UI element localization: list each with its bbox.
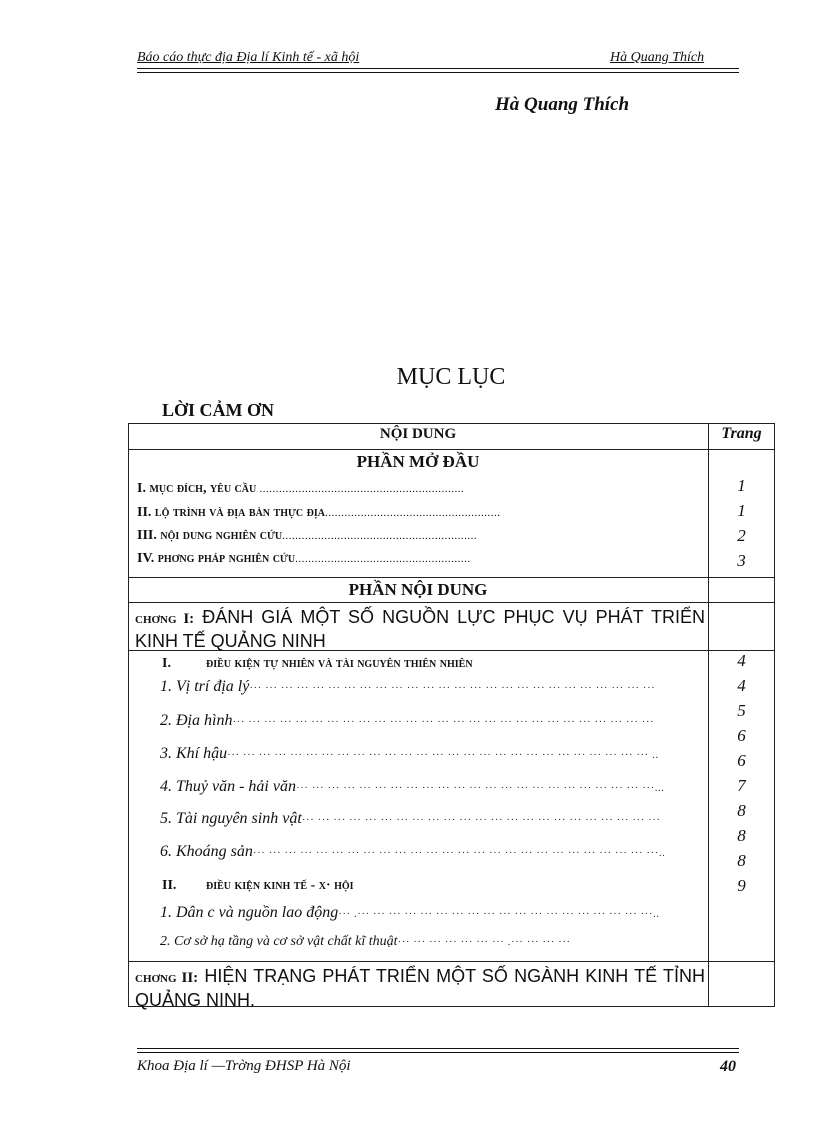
page-number: 8	[737, 826, 746, 845]
page-number: 6	[737, 751, 746, 770]
leader-dots: ··· ··· ··· ··· ··· ··· ··· ··· ··· ··· ··· ··· ··· ··· ··· ··· ··· ··· ··· ··· ··· ··· ··· ··· ··· ···..	[252, 847, 666, 859]
leader-dots: ··· ··· ··· ··· ··· ··· ··· ··· ··· ··· ··· ··· ··· ··· ··· ··· ··· ··· ··· ··· ··· ··· ··· ··· ··· ··· ··· ..	[227, 749, 659, 761]
chapter-prefix: chơng I:	[135, 611, 195, 627]
toc-item-label: 4. Thuỷ văn - hải văn	[160, 778, 296, 795]
toc-entry[interactable]	[137, 505, 500, 521]
header-rule	[137, 68, 739, 69]
subsection-label: điều kiện tự nhiên và tài nguyên thiên nhiên	[206, 656, 473, 671]
toc-item-label: 2. Địa hình	[160, 712, 233, 729]
subsection-label: điều kiện kinh tế - x· hội	[206, 878, 354, 893]
subsection-number: I.	[162, 656, 171, 671]
toc-entry-label: I. mục đích, yêu cầu	[137, 481, 257, 496]
page-number: 5	[737, 701, 746, 720]
running-header-author: Hà Quang Thích	[610, 50, 705, 65]
toc-item[interactable]	[160, 712, 654, 730]
toc-item[interactable]	[160, 678, 655, 696]
leader-dots: ··· .··· ··· ··· ··· ··· ··· ··· ··· ··· ··· ··· ··· ··· ··· ··· ··· ··· ··· ···..	[338, 908, 660, 920]
leader-dots: ............................................................	[282, 530, 478, 542]
subsection-heading[interactable]	[162, 878, 354, 894]
row-divider	[128, 602, 775, 603]
page-number: 6	[737, 726, 746, 745]
column-header-page: Trang	[721, 425, 762, 442]
toc-item[interactable]	[160, 904, 660, 922]
footer-rule-thin	[137, 1048, 739, 1049]
toc-item-label: 2. Cơ sở hạ tầng và cơ sở vật chất kĩ thuật	[160, 934, 398, 949]
header-rule-thin	[137, 72, 739, 73]
page-number: 1	[737, 476, 746, 495]
toc-entry-label: II. lộ trình và địa bàn thực địa	[137, 505, 325, 520]
toc-item[interactable]	[160, 778, 665, 796]
leader-dots: ··· ··· ··· ··· ··· ··· ··· ··· ··· ··· ··· ··· ··· ··· ··· ··· ··· ··· ··· ··· ··· ··· ··· ··· ··· ···	[249, 682, 656, 694]
toc-item[interactable]	[160, 745, 659, 763]
author-signature: Hà Quang Thích	[495, 94, 630, 115]
page-number: 1	[737, 501, 746, 520]
footer-rule	[137, 1052, 739, 1053]
running-header-title: Báo cáo thực địa Địa lí Kinh tế - xã hội	[137, 50, 360, 65]
row-divider	[128, 577, 775, 578]
subsection-number: II.	[162, 878, 177, 893]
leader-dots: ··· ··· ··· ··· ··· ··· ··· ··· ··· ··· ··· ··· ··· ··· ··· ··· ··· ··· ··· ··· ··· ··· ··· ··· ··· ··· ···	[232, 716, 655, 728]
leader-dots: ...............................................................	[256, 483, 465, 495]
toc-title: MỤC LỤC	[396, 364, 506, 390]
toc-item-label: 6. Khoáng sản	[160, 843, 253, 860]
toc-item[interactable]	[160, 934, 571, 950]
page-number: 7	[737, 776, 746, 795]
toc-item-label: 5. Tài nguyên sinh vật	[160, 810, 302, 827]
toc-entry-label: IV. phơng pháp nghiên cứu	[137, 551, 296, 566]
toc-entry[interactable]	[137, 528, 477, 544]
page-number: 4	[737, 676, 746, 695]
column-header-content: NỘI DUNG	[379, 426, 457, 442]
row-divider	[128, 449, 775, 450]
toc-entry[interactable]	[137, 481, 464, 497]
acknowledgements-heading: LỜI CẢM ƠN	[162, 400, 274, 420]
leader-dots: ··· ··· ··· ··· ··· ··· ··· .··· ··· ··· ···	[397, 936, 571, 948]
page-number: 8	[737, 801, 746, 820]
toc-item-label: 3. Khí hậu	[160, 745, 228, 762]
chapter-1-heading[interactable]	[135, 606, 705, 652]
page-number: 4	[737, 651, 746, 670]
leader-dots: ··· ··· ··· ··· ··· ··· ··· ··· ··· ··· ··· ··· ··· ··· ··· ··· ··· ··· ··· ··· ··· ··· ···	[301, 814, 661, 826]
toc-item[interactable]	[160, 843, 665, 861]
page-number: 9	[737, 876, 746, 895]
page-number: 8	[737, 851, 746, 870]
leader-dots: ......................................................	[324, 507, 501, 519]
toc-entry[interactable]	[137, 551, 471, 567]
subsection-heading[interactable]	[162, 656, 473, 672]
leader-dots: ··· ··· ··· ··· ··· ··· ··· ··· ··· ··· ··· ··· ··· ··· ··· ··· ··· ··· ··· ··· ··· ··· ···...	[295, 782, 665, 794]
toc-item-label: 1. Vị trí địa lý	[160, 678, 250, 695]
footer-institution: Khoa Địa lí —Trờng ĐHSP Hà Nội	[137, 1058, 351, 1074]
page-number: 3	[737, 551, 746, 570]
chapter-prefix: chơng II:	[135, 970, 199, 986]
toc-item[interactable]	[160, 810, 661, 828]
leader-dots: ......................................................	[295, 553, 471, 565]
row-divider	[128, 961, 775, 962]
body-section-title: PHẦN NỘI DUNG	[348, 580, 488, 599]
page-number: 2	[737, 526, 746, 545]
intro-section-title: PHẦN MỞ ĐẦU	[356, 452, 480, 471]
chapter-2-heading[interactable]	[135, 965, 705, 1011]
footer-page-number: 40	[720, 1058, 736, 1075]
chapter-title: ĐÁNH GIÁ MỘT SỐ NGUỒN LỰC PHỤC VỤ PHÁT TRIỂN KINH TẾ QUẢNG NINH	[135, 607, 706, 651]
chapter-title: HIỆN TRẠNG PHÁT TRIỂN MỘT SỐ NGÀNH KINH TẾ TỈNH QUẢNG NINH.	[135, 966, 705, 1010]
toc-item-label: 1. Dân c và nguồn lao động	[160, 904, 339, 921]
toc-entry-label: III. nội dung nghiên cứu	[137, 528, 283, 543]
